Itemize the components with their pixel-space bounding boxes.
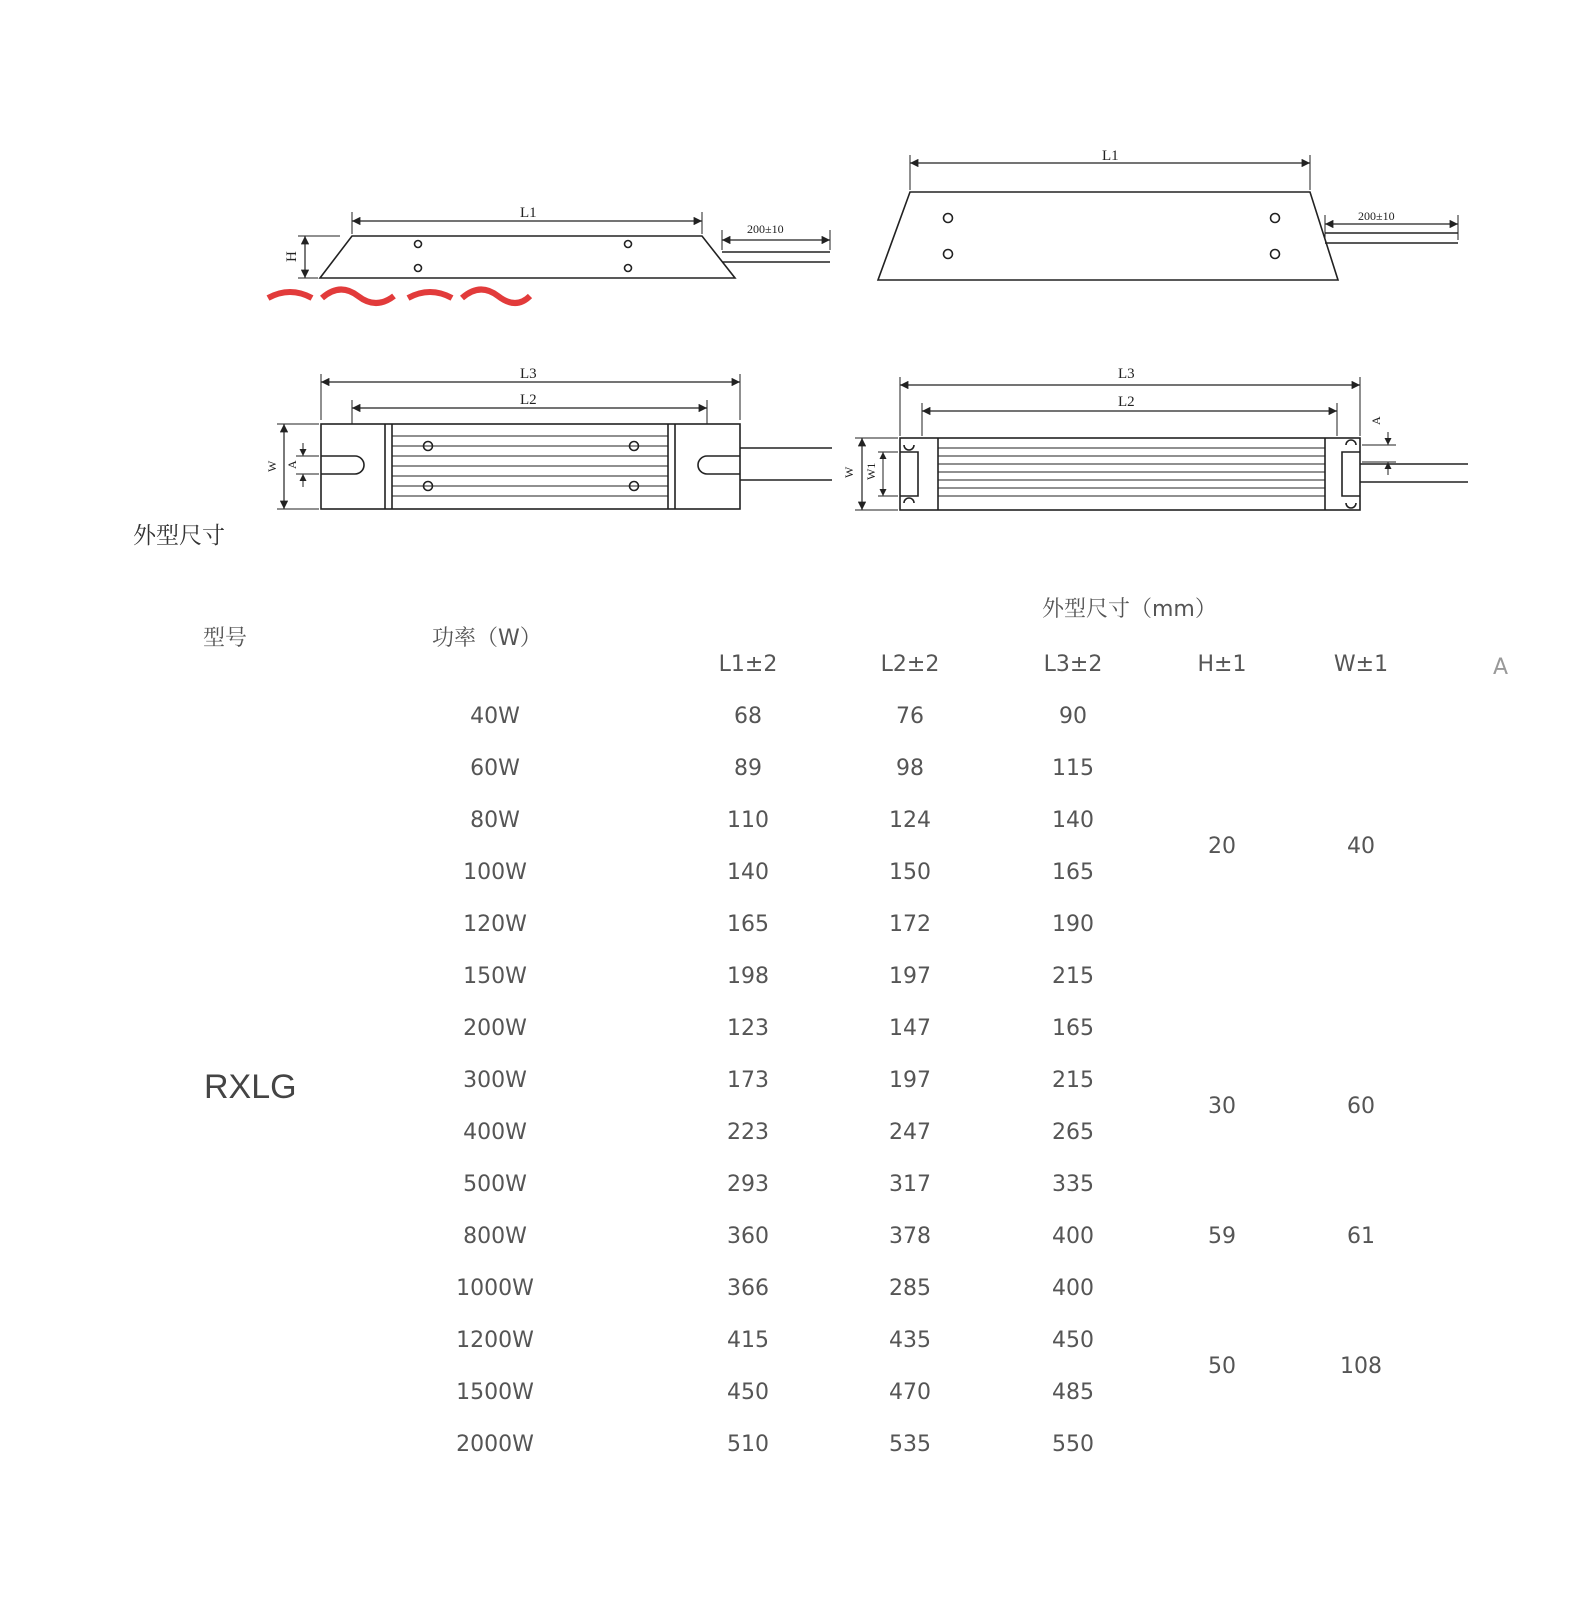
cell-l3: 335 [1052, 1172, 1094, 1197]
cell-l2: 470 [889, 1380, 931, 1405]
cell-power: 1200W [456, 1328, 534, 1353]
cell-l2: 124 [889, 808, 931, 833]
cell-l3: 165 [1052, 860, 1094, 885]
br-w1-label: W1 [864, 462, 878, 480]
cell-power: 150W [463, 964, 527, 989]
cell-l1: 293 [727, 1172, 769, 1197]
cell-power: 300W [463, 1068, 527, 1093]
cell-l3: 190 [1052, 912, 1094, 937]
cell-l2: 317 [889, 1172, 931, 1197]
col-header-l2: L2±2 [880, 652, 940, 677]
cell-l3: 400 [1052, 1276, 1094, 1301]
cell-l1: 68 [734, 704, 762, 729]
cell-w: 60 [1347, 1094, 1375, 1119]
cell-l3: 450 [1052, 1328, 1094, 1353]
cell-l1: 450 [727, 1380, 769, 1405]
col-header-a-fragment: A [1493, 655, 1509, 680]
cell-l3: 215 [1052, 964, 1094, 989]
model-name: RXLG [204, 1068, 297, 1106]
col-header-l3: L3±2 [1043, 652, 1103, 677]
watermark-fragment [268, 289, 530, 303]
top-view-small [277, 374, 832, 509]
bl-l3-label: L3 [520, 366, 537, 382]
cell-h: 20 [1208, 834, 1236, 859]
cell-w: 40 [1347, 834, 1375, 859]
cell-l2: 172 [889, 912, 931, 937]
cell-power: 40W [470, 704, 520, 729]
col-header-l1: L1±2 [718, 652, 778, 677]
cell-l1: 140 [727, 860, 769, 885]
cell-l3: 115 [1052, 756, 1094, 781]
cell-h: 30 [1208, 1094, 1236, 1119]
cell-l2: 197 [889, 964, 931, 989]
br-a-label: A [1369, 416, 1383, 425]
bl-a-label: A [285, 460, 299, 469]
cell-power: 120W [463, 912, 527, 937]
cell-l2: 285 [889, 1276, 931, 1301]
cell-l2: 147 [889, 1016, 931, 1041]
cell-l2: 435 [889, 1328, 931, 1353]
cell-l1: 366 [727, 1276, 769, 1301]
tl-height-label: H [284, 251, 300, 262]
cell-power: 200W [463, 1016, 527, 1041]
cell-l1: 223 [727, 1120, 769, 1145]
bl-l2-label: L2 [520, 392, 537, 408]
col-header-w: W±1 [1333, 652, 1389, 677]
cell-l3: 265 [1052, 1120, 1094, 1145]
cell-l1: 165 [727, 912, 769, 937]
cell-power: 60W [470, 756, 520, 781]
cell-l1: 123 [727, 1016, 769, 1041]
cell-l1: 198 [727, 964, 769, 989]
cell-l1: 173 [727, 1068, 769, 1093]
cell-l1: 89 [734, 756, 762, 781]
cell-l3: 165 [1052, 1016, 1094, 1041]
cell-power: 1000W [456, 1276, 534, 1301]
cell-power: 400W [463, 1120, 527, 1145]
cell-power: 1500W [456, 1380, 534, 1405]
cell-l3: 90 [1059, 704, 1087, 729]
cell-power: 80W [470, 808, 520, 833]
section-title: 外型尺寸 [133, 523, 225, 549]
br-l2-label: L2 [1118, 394, 1135, 410]
br-l3-label: L3 [1118, 366, 1135, 382]
cell-l3: 400 [1052, 1224, 1094, 1249]
cell-power: 100W [463, 860, 527, 885]
cell-l3: 485 [1052, 1380, 1094, 1405]
cell-l2: 535 [889, 1432, 931, 1457]
cell-l2: 247 [889, 1120, 931, 1145]
header-power: 功率（W） [432, 626, 542, 651]
cell-l2: 150 [889, 860, 931, 885]
top-view-large [855, 377, 1468, 510]
bl-w-label: W [265, 460, 279, 472]
cell-power: 2000W [456, 1432, 534, 1457]
cell-w: 61 [1347, 1224, 1375, 1249]
tr-lead-label: 200±10 [1358, 209, 1395, 223]
cell-l1: 510 [727, 1432, 769, 1457]
cell-l3: 550 [1052, 1432, 1094, 1457]
cell-l1: 110 [727, 808, 769, 833]
cell-power: 800W [463, 1224, 527, 1249]
col-header-h: H±1 [1197, 652, 1247, 677]
cell-power: 500W [463, 1172, 527, 1197]
br-w-label: W [842, 466, 856, 478]
cell-h: 50 [1208, 1354, 1236, 1379]
cell-l1: 415 [727, 1328, 769, 1353]
cell-l1: 360 [727, 1224, 769, 1249]
tl-length-label: L1 [520, 205, 537, 221]
cell-l2: 98 [896, 756, 924, 781]
cell-l3: 140 [1052, 808, 1094, 833]
header-dimensions: 外型尺寸（mm） [1042, 597, 1217, 622]
cell-h: 59 [1208, 1224, 1236, 1249]
cell-l3: 215 [1052, 1068, 1094, 1093]
cell-l2: 197 [889, 1068, 931, 1093]
cell-l2: 378 [889, 1224, 931, 1249]
technical-drawings [0, 0, 1595, 560]
tr-length-label: L1 [1102, 148, 1119, 164]
tl-lead-label: 200±10 [747, 222, 784, 236]
header-model: 型号 [203, 626, 248, 651]
cell-w: 108 [1340, 1354, 1382, 1379]
cell-l2: 76 [896, 704, 924, 729]
